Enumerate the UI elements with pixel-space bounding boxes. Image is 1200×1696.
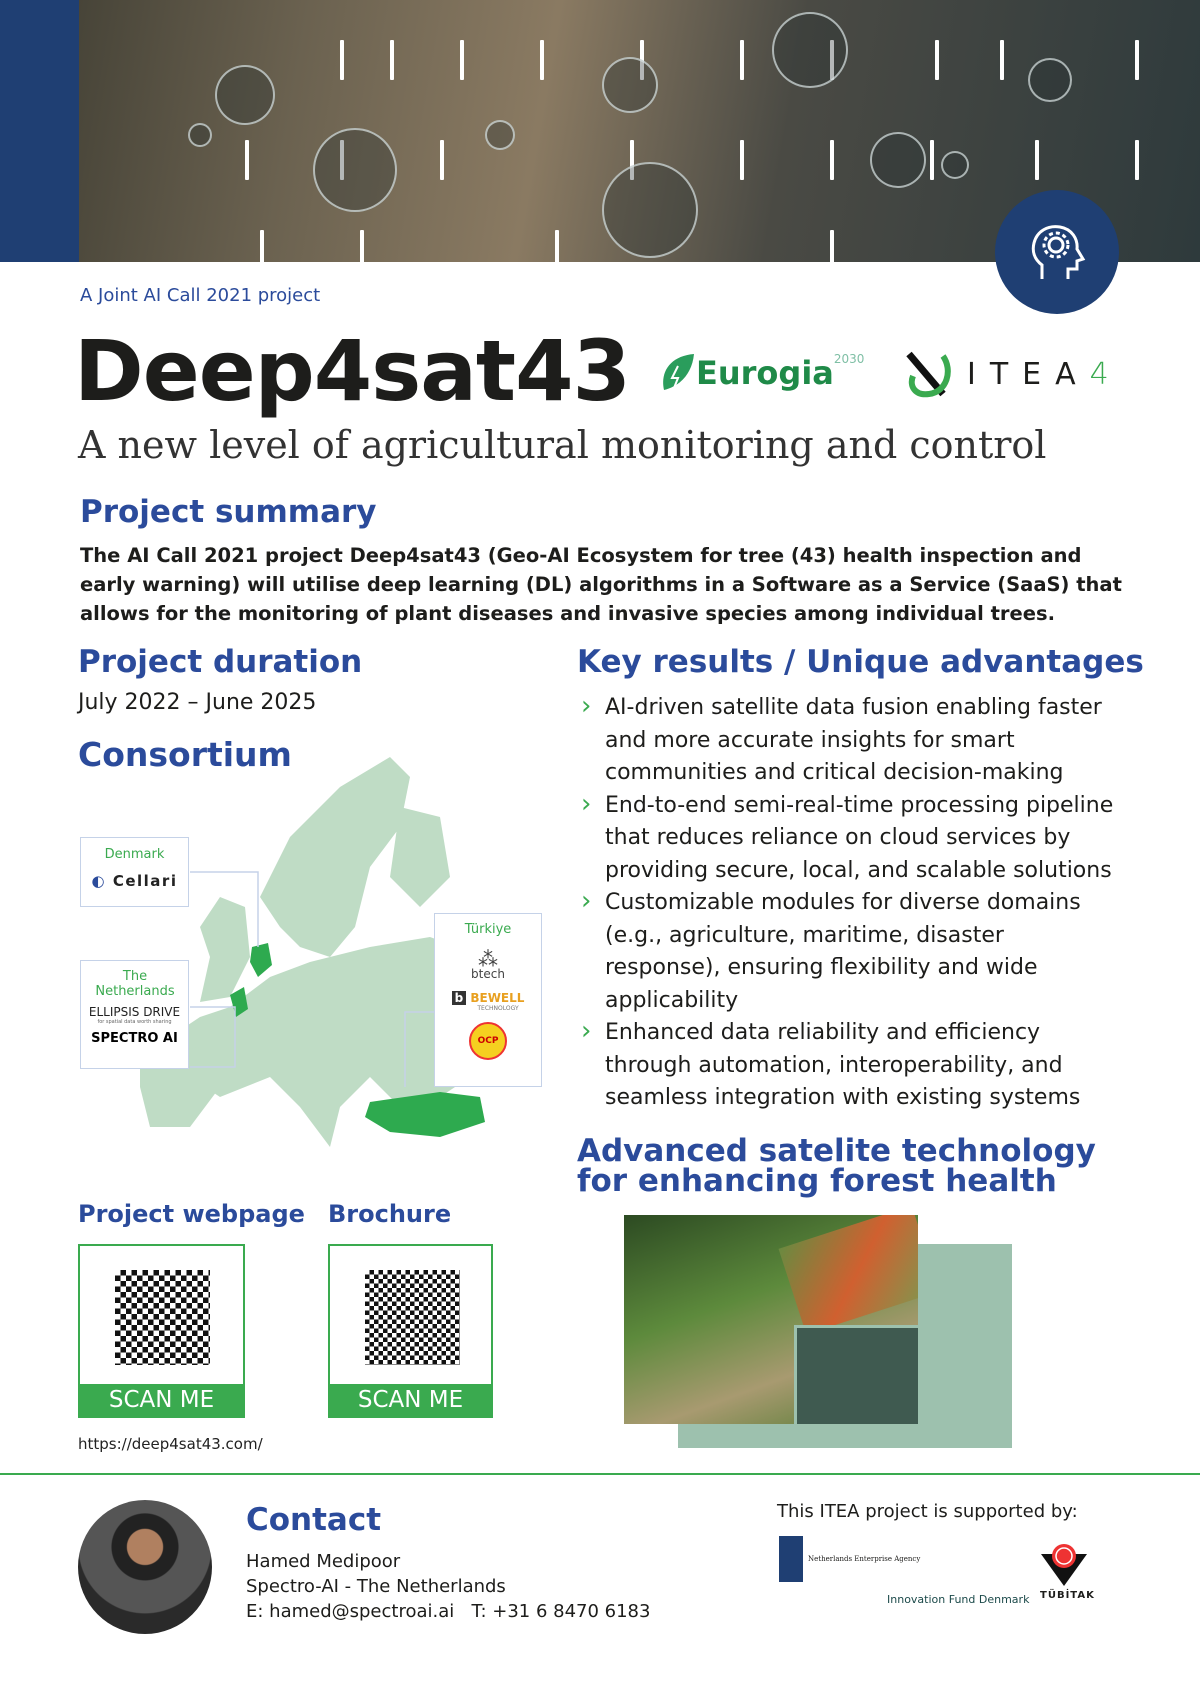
consortium-heading: Consortium — [78, 735, 292, 774]
partner-box-turkiye: Türkiye ⁂ btech b BEWELL TECHNOLOGY OCP — [434, 913, 542, 1087]
scan-me-label: SCAN ME — [80, 1384, 243, 1416]
hero-dash — [935, 40, 939, 80]
hero-dash — [390, 40, 394, 80]
page-title: Deep4sat43 — [74, 322, 630, 420]
hero-dash — [740, 40, 744, 80]
cellari-logo: ◐ Cellari — [91, 872, 178, 890]
scan-me-label: SCAN ME — [330, 1384, 491, 1416]
hero-dash — [245, 140, 249, 180]
map-uk — [200, 897, 250, 1002]
blue-band — [0, 0, 79, 262]
document-node-icon — [870, 132, 926, 188]
hero-dash — [360, 230, 364, 262]
tubitak-logo: TÜBİTAK — [1040, 1542, 1088, 1601]
qr-pattern — [365, 1270, 460, 1365]
duration-value: July 2022 – June 2025 — [78, 690, 317, 715]
hero-dash — [1000, 40, 1004, 80]
list-item: › Enhanced data reliability and efficiency through automation, interoperability, and seamless integration with existing systems — [581, 1017, 1126, 1115]
document-node-icon — [941, 151, 969, 179]
hero-dash — [460, 40, 464, 80]
forest-photo — [624, 1215, 918, 1424]
ocp-logo: OCP — [469, 1022, 507, 1060]
hero-dash — [830, 140, 834, 180]
support-label: This ITEA project is supported by: — [777, 1501, 1078, 1522]
key-results-heading: Key results / Unique advantages — [577, 644, 1144, 680]
hero-dash — [540, 40, 544, 80]
itea-logo: ITEA 4 — [903, 350, 1109, 398]
document-node-icon — [215, 65, 275, 125]
document-node-icon — [485, 120, 515, 150]
feature-heading: Advanced satelite technology for enhancing forest health — [577, 1133, 1096, 1199]
avatar — [78, 1500, 212, 1634]
document-node-icon — [602, 162, 698, 258]
brochure-qr-code[interactable] — [328, 1244, 493, 1418]
divider — [0, 1473, 1200, 1475]
hero-dash — [440, 140, 444, 180]
webpage-qr-code[interactable] — [78, 1244, 245, 1418]
hero-dash — [740, 140, 744, 180]
partner-box-netherlands: The Netherlands ELLIPSIS DRIVE for spatial data worth sharing SPECTRO AI — [80, 960, 189, 1069]
document-node-icon — [1028, 58, 1072, 102]
summary-heading: Project summary — [80, 494, 377, 530]
page-subtitle: A new level of agricultural monitoring and control — [78, 423, 1047, 467]
document-node-icon — [313, 128, 397, 212]
map-scandinavia — [260, 757, 450, 957]
contact-email[interactable]: E: hamed@spectroai.ai — [246, 1601, 455, 1622]
hero-dash — [930, 140, 934, 180]
contact-phone: T: +31 6 8470 6183 — [471, 1601, 651, 1622]
btech-logo: ⁂ — [478, 947, 498, 971]
document-node-icon — [188, 123, 212, 147]
spectro-ai-logo: SPECTRO AI — [91, 1031, 178, 1046]
webpage-heading: Project webpage — [78, 1200, 305, 1228]
map-turkey — [365, 1092, 485, 1137]
map-denmark — [250, 943, 272, 977]
list-item: › End-to-end semi-real-time processing pipeline that reduces reliance on cloud services by providing secure, local, and scalable solutions — [581, 790, 1126, 888]
contact-org: Spectro-AI - The Netherlands — [246, 1576, 506, 1597]
hero-dash — [1035, 140, 1039, 180]
innovation-fund-logo: Innovation Fund Denmark — [887, 1593, 1030, 1606]
duration-heading: Project duration — [78, 644, 363, 680]
eurogia-logo: Eurogia 2030 — [660, 352, 864, 392]
qr-pattern — [115, 1270, 210, 1365]
key-results-list — [581, 692, 1126, 1115]
ellipsis-drive-logo: ELLIPSIS DRIVE — [88, 1005, 181, 1019]
tagline: A Joint AI Call 2021 project — [80, 285, 321, 306]
contact-heading: Contact — [246, 1502, 382, 1538]
hero-dash — [260, 230, 264, 262]
hero-dash — [340, 40, 344, 80]
itea-mark-icon — [903, 350, 953, 398]
document-node-icon — [772, 12, 848, 88]
hero-dash — [1135, 40, 1139, 80]
hero-dash — [555, 230, 559, 262]
brochure-heading: Brochure — [328, 1200, 452, 1228]
head-gear-icon — [995, 190, 1119, 314]
contact-details — [246, 1549, 650, 1624]
bewell-logo: b BEWELL — [435, 991, 541, 1005]
document-node-icon — [602, 57, 658, 113]
hero-dash — [1135, 140, 1139, 180]
list-item: › AI-driven satellite data fusion enabling faster and more accurate insights for smart communities and critical decision-making — [581, 692, 1126, 790]
hero-dash — [830, 230, 834, 262]
leaf-icon — [660, 352, 696, 392]
list-item: › Customizable modules for diverse domains (e.g., agriculture, maritime, disaster response), ensuring flexibility and wide applicability — [581, 887, 1126, 1017]
rvo-logo: Netherlands Enterprise Agency — [779, 1536, 920, 1582]
partner-box-denmark: Denmark ◐ Cellari — [80, 837, 189, 907]
summary-text: The AI Call 2021 project Deep4sat43 (Geo-AI Ecosystem for tree (43) health inspection and early warning) will utilise deep learning (DL) algorithms in a Software as a Service (SaaS) that allows for the monitoring of plant diseases and invasive species among individual trees. — [80, 544, 1122, 625]
webpage-link[interactable]: https://deep4sat43.com/ — [78, 1435, 263, 1453]
contact-name: Hamed Medipoor — [246, 1551, 401, 1572]
